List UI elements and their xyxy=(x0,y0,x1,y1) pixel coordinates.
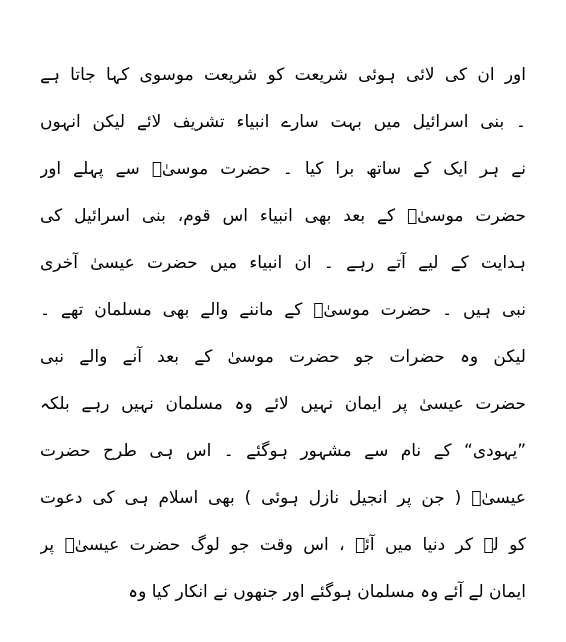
text-line-3: نے ہر ایک کے ساتھ برا کیا ۔ حضرت موسیٰؑ سے پہلے اور xyxy=(40,159,526,179)
text-line-2: ۔ بنی اسرائیل میں بہت سارے انبیاء تشریف لائے لیکن انہوں xyxy=(40,112,526,132)
text-line-9: ”یہودی“ کے نام سے مشہور ہوگئے ۔ اس ہی طرح حضرت xyxy=(40,441,526,461)
text-line-10: عیسیٰؑ ( جن پر انجیل نازل ہوئی ) بھی اسلام ہی کی دعوت xyxy=(40,488,526,508)
body-text xyxy=(40,52,526,616)
text-line-11: کو لے کر دنیا میں آئے ، اس وقت جو لوگ حضرت عیسیٰؑ پر xyxy=(40,535,526,555)
text-line-7: لیکن وہ حضرات جو حضرت موسیٰ کے بعد آنے والے نبی xyxy=(40,347,526,367)
text-line-4: حضرت موسیٰؑ کے بعد بھی انبیاء اس قوم، بنی اسرائیل کی xyxy=(40,206,526,226)
text-line-8: حضرت عیسیٰ پر ایمان نہیں لائے وہ مسلمان نہیں رہے بلکہ xyxy=(40,394,526,414)
text-line-6: نبی ہیں ۔ حضرت موسیٰؑ کے ماننے والے بھی مسلمان تھے ۔ xyxy=(40,300,526,320)
text-line-12: ایمان لے آئے وہ مسلمان ہوگئے اور جنھوں نے انکار کیا وہ xyxy=(128,582,526,602)
text-line-1: اور ان کی لائی ہوئی شریعت کو شریعت موسوی کہا جاتا ہے xyxy=(40,65,526,85)
text-line-5: ہدایت کے لیے آتے رہے ۔ ان انبیاء میں حضرت عیسیٰ آخری xyxy=(40,253,526,273)
